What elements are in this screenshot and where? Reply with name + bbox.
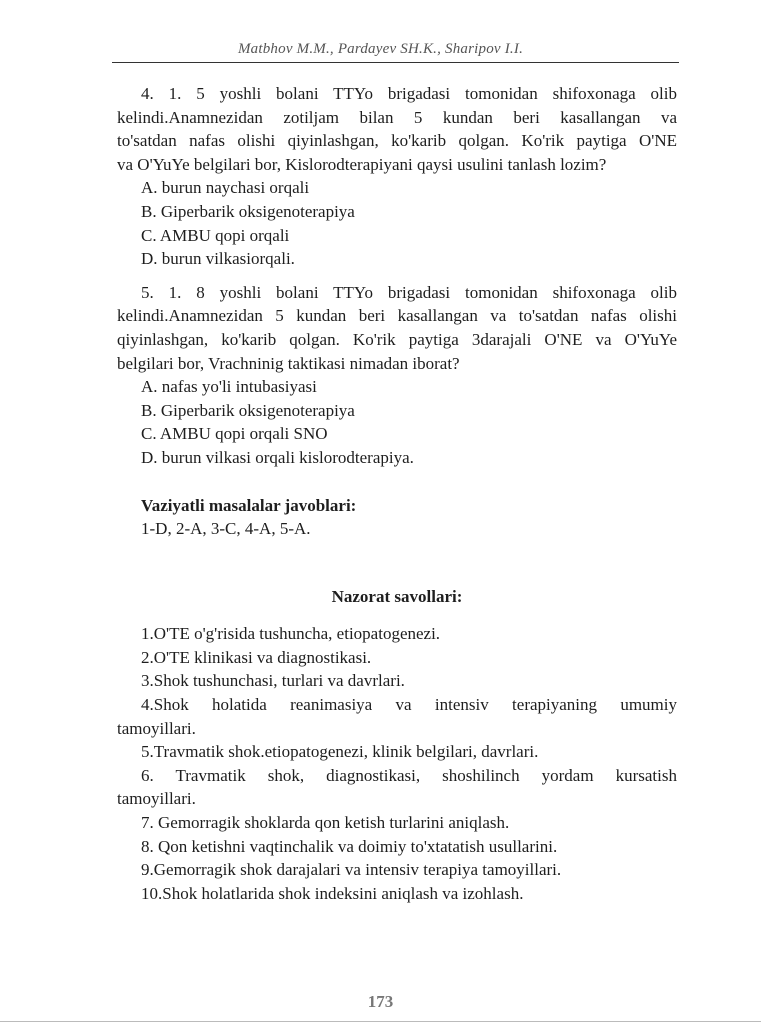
question-5-line-2: kelindi.Anamnezidan 5 kundan beri kasallangan va to'satdan nafas olishi [117, 306, 677, 326]
page-content [117, 82, 677, 905]
spacer [117, 541, 677, 585]
control-question-8: 8. Qon ketishni vaqtinchalik va doimiy to'xtatatish usullarini. [141, 836, 558, 856]
question-5 [117, 281, 677, 470]
answers-text: 1-D, 2-A, 3-C, 4-A, 5-A. [141, 519, 311, 539]
question-5-line-3: qiyinlashgan, ko'karib qolgan. Ko'rik paytiga 3darajali O'NE va O'YuYe [117, 329, 677, 349]
question-4-option-a: A. burun naychasi orqali [141, 178, 310, 198]
page-number: 173 [367, 992, 394, 1011]
spacer [117, 608, 677, 622]
question-4-line-3: to'satdan nafas olishi qiyinlashgan, ko'karib qolgan. Ko'rik paytiga O'NE [117, 131, 677, 151]
question-5-option-d: D. burun vilkasi orqali kislorodterapiya. [141, 447, 414, 467]
question-5-option-b: B. Giperbarik oksigenoterapiya [141, 400, 355, 420]
question-4 [117, 82, 677, 271]
question-5-option-a: A. nafas yo'li intubasiyasi [141, 377, 317, 397]
control-question-9: 9.Gemorragik shok darajalari va intensiv terapiya tamoyillari. [141, 860, 562, 880]
bottom-divider [0, 1021, 761, 1022]
control-question-1: 1.O'TE o'g'risida tushuncha, etiopatogenezi. [141, 624, 441, 644]
control-question-4-line-2: tamoyillari. [117, 718, 196, 738]
control-question-4-line-1: 4.Shok holatida reanimasiya va intensiv terapiyaning umumiy [141, 695, 677, 715]
control-question-3: 3.Shok tushunchasi, turlari va davrlari. [141, 671, 405, 691]
question-4-line-1: 4. 1. 5 yoshli bolani TTYo brigadasi tomonidan shifoxonaga olib [141, 84, 677, 103]
spacer [117, 470, 677, 494]
control-questions-section [117, 585, 677, 906]
question-4-option-c: C. AMBU qopi orqali [141, 225, 290, 245]
control-question-6-line-2: tamoyillari. [117, 789, 196, 809]
control-question-10: 10.Shok holatlarida shok indeksini aniqlash va izohlash. [141, 883, 524, 903]
control-question-6-line-1: 6. Travmatik shok, diagnostikasi, shoshilinch yordam kursatish [141, 765, 677, 785]
control-questions-title: Nazorat savollari: [331, 586, 463, 606]
answers-title: Vaziyatli masalalar javoblari: [141, 495, 357, 515]
control-question-5: 5.Travmatik shok.etiopatogenezi, klinik belgilari, davrlari. [141, 742, 539, 762]
question-4-option-d: D. burun vilkasiorqali. [141, 249, 295, 269]
question-4-line-4: va O'YuYe belgilari bor, Kislorodterapiyani qaysi usulini tanlash lozim? [117, 154, 607, 174]
question-4-option-b: B. Giperbarik oksigenoterapiya [141, 201, 355, 221]
question-5-option-c: C. AMBU qopi orqali SNO [141, 424, 328, 444]
control-question-7: 7. Gemorragik shoklarda qon ketish turlarini aniqlash. [141, 813, 510, 833]
question-5-line-1: 5. 1. 8 yoshli bolani TTYo brigadasi tomonidan shifoxonaga olib [141, 282, 677, 302]
spacer [117, 271, 677, 281]
question-4-line-2: kelindi.Anamnezidan zotiljam bilan 5 kundan beri kasallangan va [117, 107, 677, 127]
answers-section [117, 494, 677, 541]
header-authors: Matbhov M.M., Pardayev SH.K., Sharipov I.I. [237, 41, 524, 57]
question-5-line-4: belgilari bor, Vrachninig taktikasi nimadan iborat? [117, 353, 460, 373]
control-question-2: 2.O'TE klinikasi va diagnostikasi. [141, 647, 372, 667]
header-divider [112, 62, 679, 63]
